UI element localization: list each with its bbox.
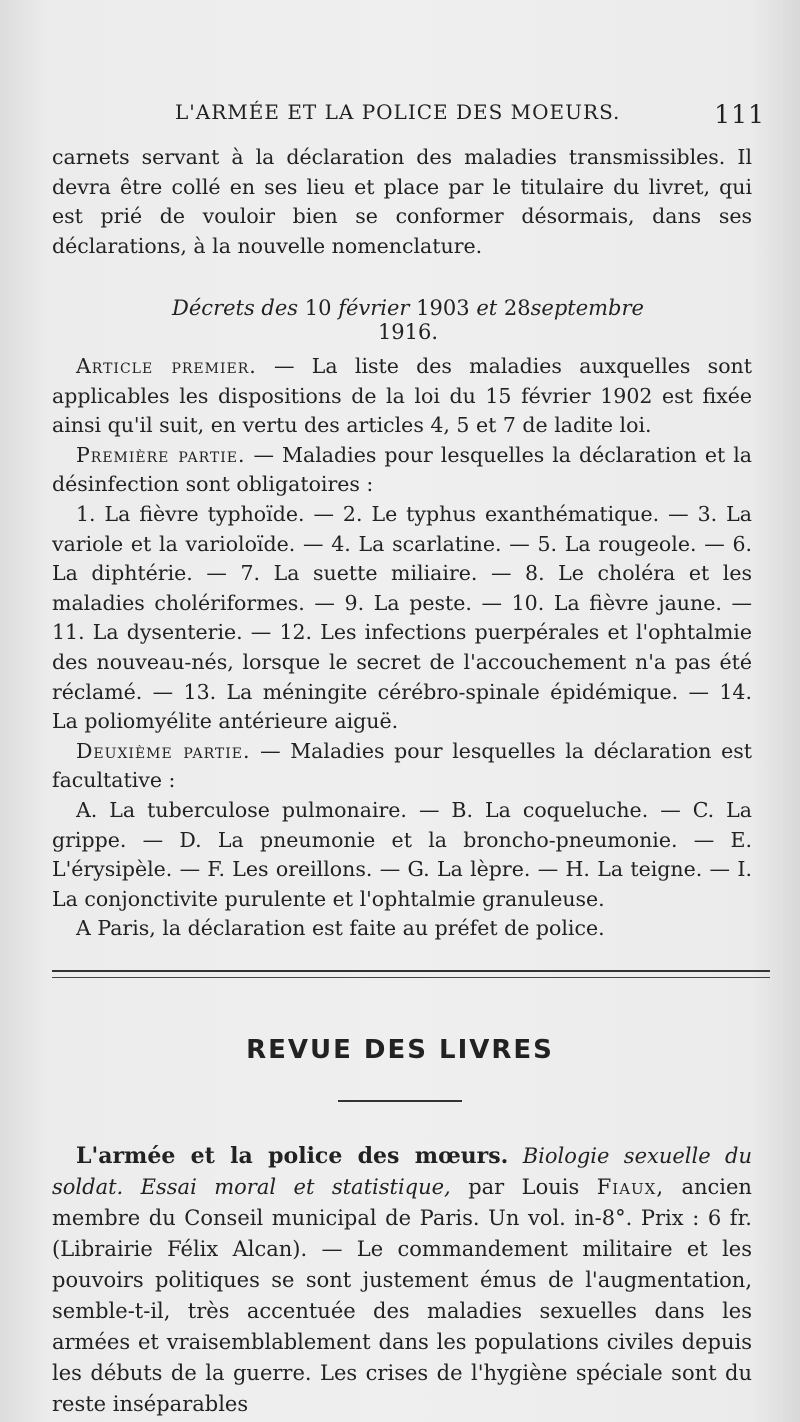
review-text: ancien membre du Conseil municipal de Paris. Un vol. in-8°. Prix : 6 fr. (Librairie Félix Alcan). — Le commandement militaire et les pouvoirs politiques se sont justement émus de l'augmentation, semble-t-il, très accentuée des maladies sexuelles dans les armées et vraisemblablement dans les populations civiles depuis les débuts de la guerre. Les crises de l'hygiène spéciale sont du reste inséparables [52,1175,752,1416]
decrets-pre: Décrets des [172,296,299,320]
review-block [52,1141,752,1420]
paris-paragraph: A Paris, la déclaration est faite au préfet de police. [76,916,605,941]
decrets-year-1: 1903 [416,296,470,320]
part1-list: 1. La fièvre typhoïde. — 2. Le typhus exanthématique. — 3. La variole et la varioloïde. — 4. La scarlatine. — 5. La rougeole. — 6. La diphtérie. — 7. La suette miliaire. — 8. Le choléra et les maladies cholériformes. — 9. La peste. — 10. La fièvre jaune. — 11. La dysenterie. — 12. Les infections puerpérales et l'ophtalmie des nouveau-nés, lorsque le secret de l'accouchement n'a pas été réclamé. — 13. La méningite cérébro-spinale épidémique. — 14. La poliomyélite antérieure aiguë. [52,501,752,734]
part2-text: — Maladies pour lesquelles la déclaration est facultative : [52,738,752,793]
article-paragraph [52,352,752,441]
part2-label: Deuxième partie. [76,738,251,763]
running-header [175,100,765,129]
decrets-heading [148,296,668,344]
part1-text: — Maladies pour lesquelles la déclaration et la désinfection sont obligatoires : [52,442,753,497]
article-text: — La liste des maladies auxquelles sont applicables les dispositions de la loi du 15 février 1902 est fixée ainsi qu'il suit, en vertu des articles 4, 5 et 7 de ladite loi. [52,354,752,438]
decrets-year-2: 1916. [377,320,439,344]
part1-label: Première partie. [76,442,246,467]
part1-paragraph [52,441,752,500]
decree-text [52,352,752,944]
decrets-month-2: septembre [530,296,644,320]
part2-list: A. La tuberculose pulmonaire. — B. La coqueluche. — C. La grippe. — D. La pneumonie et la broncho-pneumonie. — E. L'érysipèle. — F. Les oreillons. — G. La lèpre. — H. La teigne. — I. La conjonctivite purulente et l'ophtalmie granuleuse. [52,797,752,911]
divider-thick [52,970,770,972]
running-title: L'ARMÉE ET LA POLICE DES MOEURS. [175,100,621,124]
decrets-month-1: février [338,296,410,320]
decrets-day-1: 10 [304,296,332,320]
decrets-day-2: 28 [503,296,531,320]
review-title: L'armée et la police des mœurs. [76,1143,509,1169]
page-number: 111 [714,100,765,129]
article-label: Article premier. [76,354,257,378]
part2-paragraph [52,737,752,796]
review-author-name: Fiaux, [596,1175,665,1199]
section-rule [338,1100,462,1102]
review-subtitle: Biologie sexuelle du soldat. Essai moral et statistique, [52,1144,752,1199]
decrets-et: et [476,296,498,320]
divider-thin [52,977,770,978]
review-paragraph [52,1141,752,1420]
review-author-pre: par Louis [468,1175,580,1199]
section-title: REVUE DES LIVRES [246,1035,554,1065]
intro-block [52,143,752,261]
intro-paragraph: carnets servant à la déclaration des maladies transmissibles. Il devra être collé en ses lieu et place par le titulaire du livret, qui est prié de vouloir bien se conformer désormais, dans ses déclarations, à la nouvelle nomenclature. [52,145,752,258]
